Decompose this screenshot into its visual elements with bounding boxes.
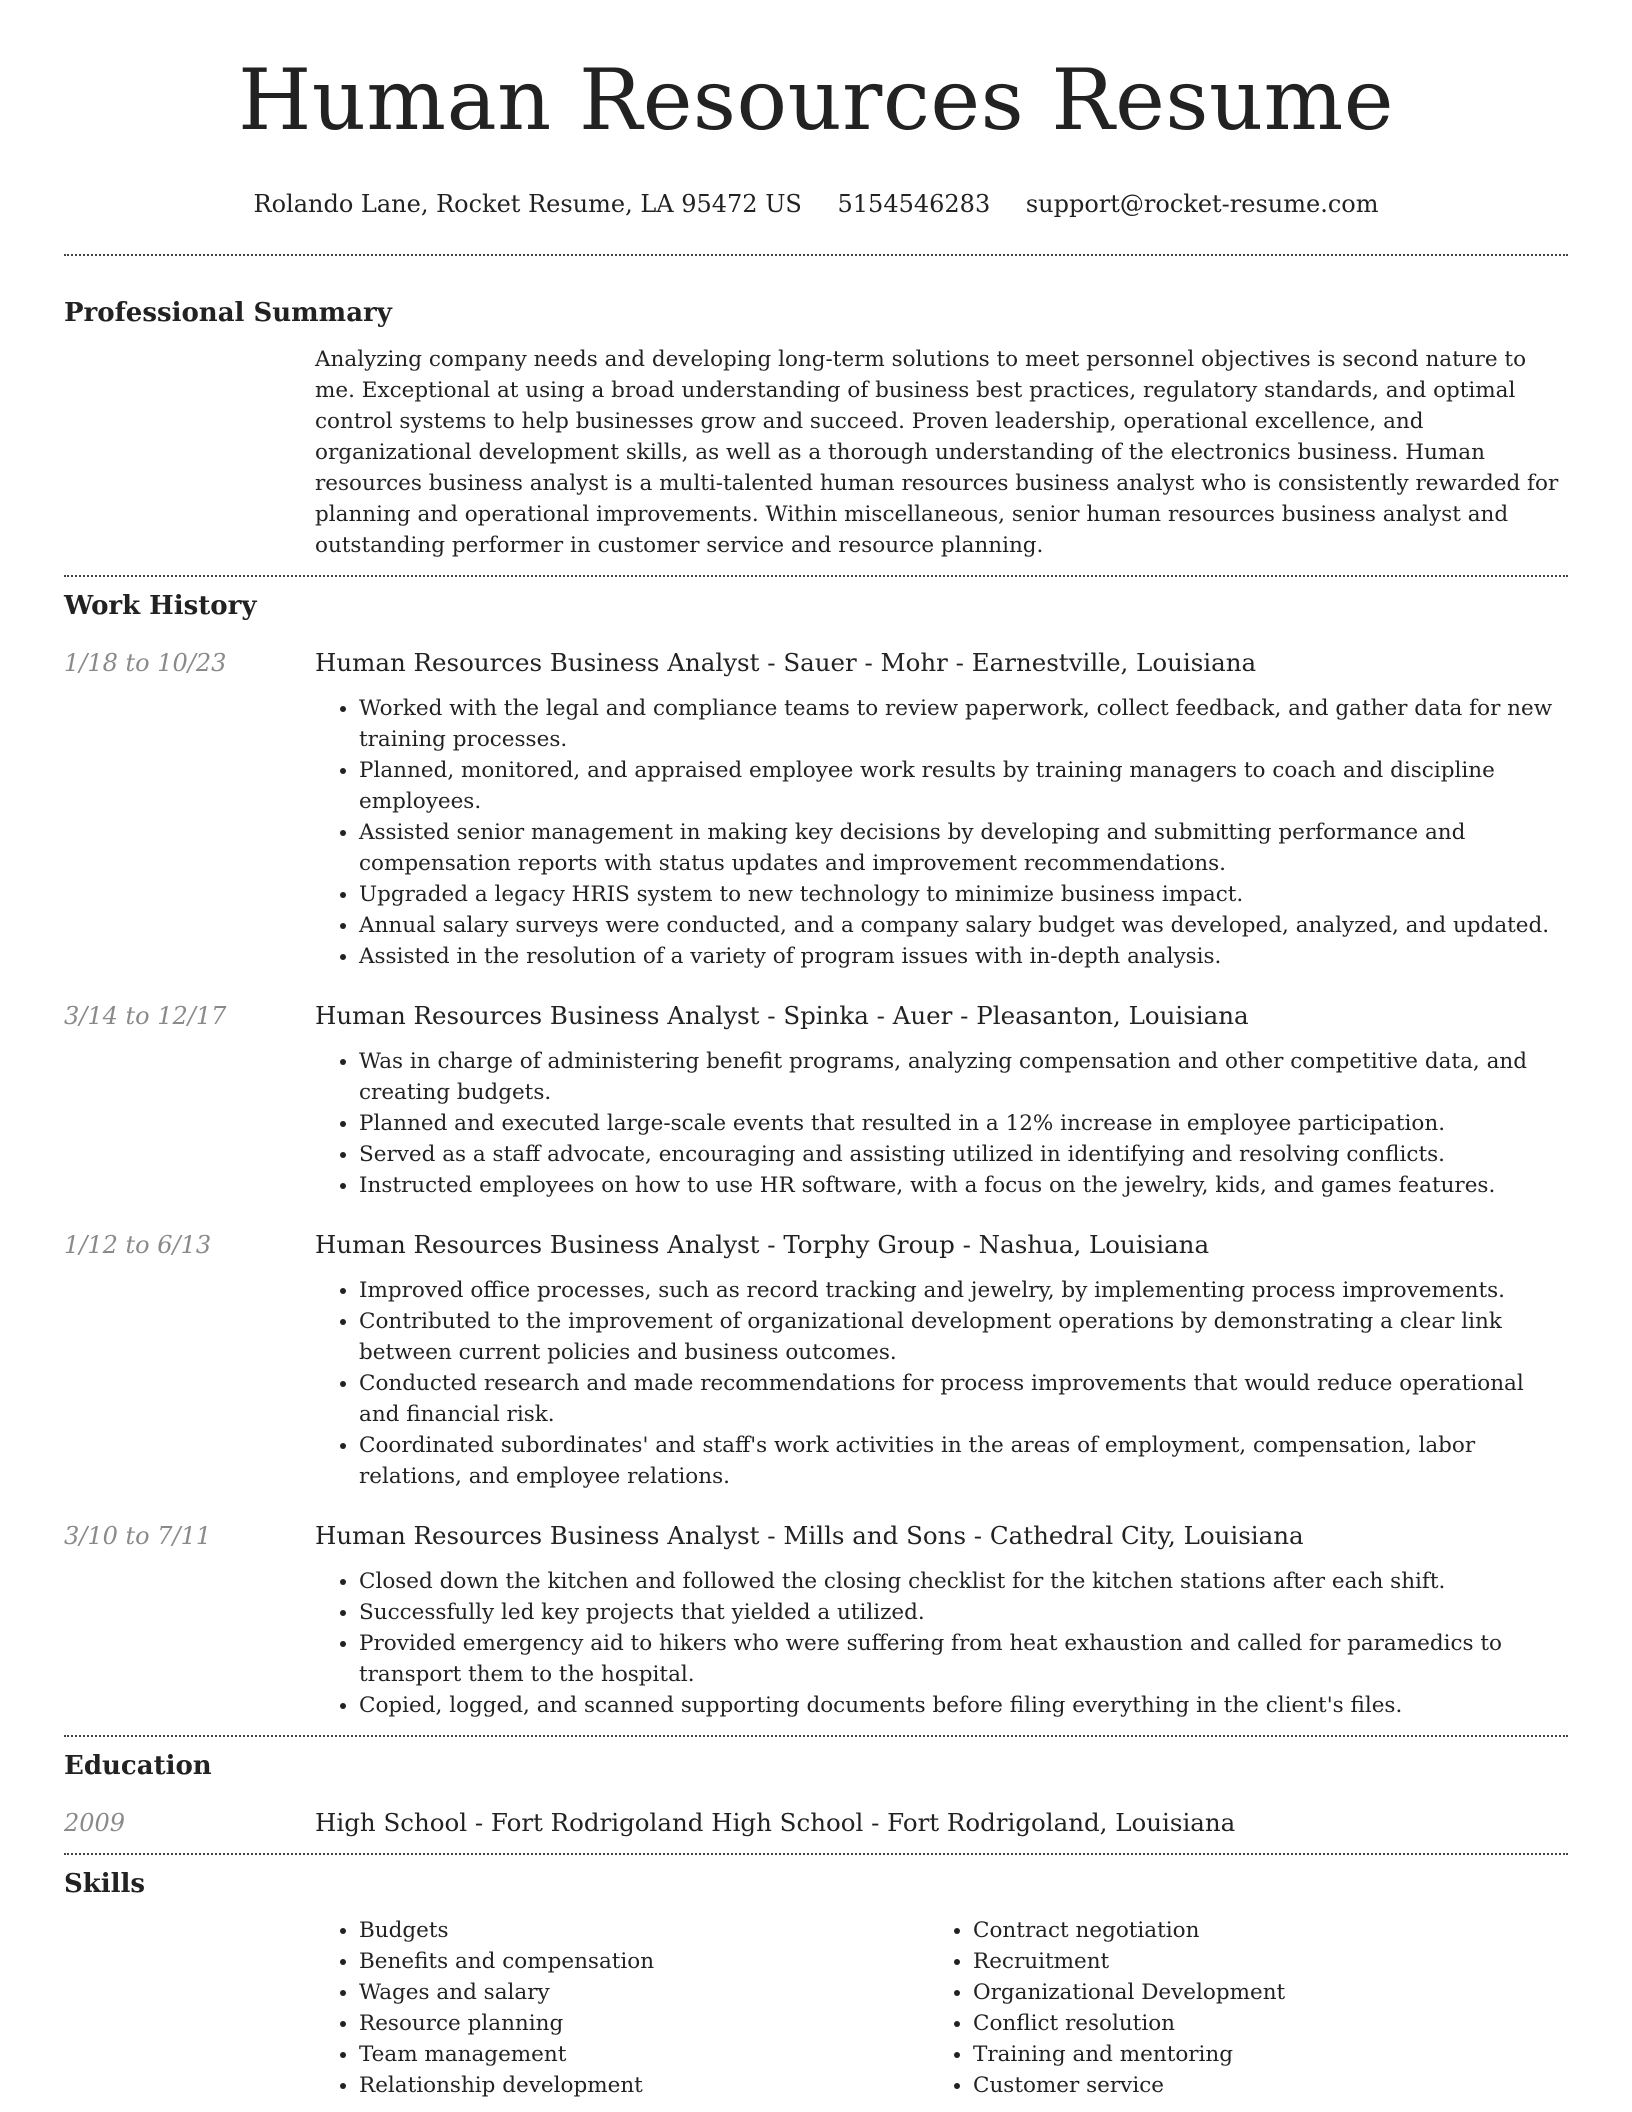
list-item: • Annual salary surveys were conducted, and a company salary budget was developed, analyzed, and updated. [359,910,1568,941]
job-entry [64,1000,1568,1201]
list-item: • Assisted in the resolution of a variety of program issues with in-depth analysis. [359,941,1568,972]
list-item: • Served as a staff advocate, encouraging and assisting utilized in identifying and resolving conflicts. [359,1139,1568,1170]
job-entry [64,1520,1568,1721]
job-dates: 1/18 to 10/23 [64,649,227,677]
job-bullets [315,1275,1568,1492]
list-item: • Successfully led key projects that yielded a utilized. [359,1597,1568,1628]
summary-text: Analyzing company needs and developing long-term solutions to meet personnel objectives is second nature to me. Exceptional at using a broad understanding of business best practices, regulatory standards, and optimal control systems to help businesses grow and succeed. Proven leadership, operational excellence, and organizational development skills, as well as a thorough understanding of the electronics business. Human resources business analyst is a multi-talented human resources business analyst who is consistently rewarded for planning and operational improvements. Within miscellaneous, senior human resources business analyst and outstanding performer in customer service and resource planning. [315,347,1559,558]
section-title-work: Work History [64,591,257,621]
list-item: • Training and mentoring [973,2039,1543,2070]
divider [64,1853,1568,1855]
list-item: • Planned and executed large-scale events that resulted in a 12% increase in employee participation. [359,1108,1568,1139]
contact-email: support@rocket-resume.com [1025,190,1379,218]
job-bullets [315,693,1568,972]
resume-page [64,0,1568,2101]
education-entry [64,1807,1568,1839]
job-title: Human Resources Business Analyst - Spinka - Auer - Pleasanton, Louisiana [315,1001,1249,1030]
skills-columns [315,1915,1568,2101]
job-title: Human Resources Business Analyst - Mills and Sons - Cathedral City, Louisiana [315,1521,1304,1550]
job-entry [64,647,1568,972]
contact-line [64,188,1568,220]
job-title: Human Resources Business Analyst - Sauer - Mohr - Earnestville, Louisiana [315,648,1257,677]
job-title: Human Resources Business Analyst - Torphy Group - Nashua, Louisiana [315,1230,1210,1259]
list-item: • Instructed employees on how to use HR software, with a focus on the jewelry, kids, and games features. [359,1170,1568,1201]
job-dates: 1/12 to 6/13 [64,1231,212,1259]
list-item: • Recruitment [973,1946,1543,1977]
education-year: 2009 [64,1809,126,1837]
list-item: • Coordinated subordinates' and staff's work activities in the areas of employment, compensation, labor relations, and employee relations. [359,1430,1568,1492]
education-section [64,1749,1568,1839]
section-title-education: Education [64,1751,212,1781]
job-bullets [315,1566,1568,1721]
list-item: • Organizational Development [973,1977,1543,2008]
work-section [64,589,1568,1721]
job-dates: 3/10 to 7/11 [64,1522,212,1550]
skills-section [64,1867,1568,2101]
list-item: • Benefits and compensation [359,1946,929,1977]
list-item: • Contract negotiation [973,1915,1543,1946]
list-item: • Improved office processes, such as record tracking and jewelry, by implementing process improvements. [359,1275,1568,1306]
job-dates: 3/14 to 12/17 [64,1002,227,1030]
skills-list-right [929,1915,1543,2101]
divider [64,575,1568,577]
education-title: High School - Fort Rodrigoland High School - Fort Rodrigoland, Louisiana [315,1808,1236,1837]
list-item: • Closed down the kitchen and followed the closing checklist for the kitchen stations after each shift. [359,1566,1568,1597]
contact-address: Rolando Lane, Rocket Resume, LA 95472 US [253,190,802,218]
skills-list-left [315,1915,929,2101]
list-item: • Customer service [973,2070,1543,2101]
divider [64,254,1568,256]
list-item: • Upgraded a legacy HRIS system to new technology to minimize business impact. [359,879,1568,910]
divider [64,1735,1568,1737]
list-item: • Planned, monitored, and appraised employee work results by training managers to coach and discipline employees. [359,755,1568,817]
list-item: • Worked with the legal and compliance teams to review paperwork, collect feedback, and gather data for new training processes. [359,693,1568,755]
list-item: • Contributed to the improvement of organizational development operations by demonstrating a clear link between current policies and business outcomes. [359,1306,1568,1368]
job-bullets [315,1046,1568,1201]
list-item: • Wages and salary [359,1977,929,2008]
section-title-summary: Professional Summary [64,298,392,328]
list-item: • Assisted senior management in making key decisions by developing and submitting performance and compensation reports with status updates and improvement recommendations. [359,817,1568,879]
section-title-skills: Skills [64,1869,146,1899]
list-item: • Relationship development [359,2070,929,2101]
resume-title: Human Resources Resume [238,51,1394,149]
contact-phone: 5154546283 [837,190,991,218]
list-item: • Resource planning [359,2008,929,2039]
list-item: • Conflict resolution [973,2008,1543,2039]
job-entry [64,1229,1568,1492]
summary-section [64,296,1568,561]
list-item: • Team management [359,2039,929,2070]
list-item: • Provided emergency aid to hikers who were suffering from heat exhaustion and called for paramedics to transport them to the hospital. [359,1628,1568,1690]
list-item: • Copied, logged, and scanned supporting documents before filing everything in the client's files. [359,1690,1568,1721]
list-item: • Conducted research and made recommendations for process improvements that would reduce operational and financial risk. [359,1368,1568,1430]
list-item: • Was in charge of administering benefit programs, analyzing compensation and other competitive data, and creating budgets. [359,1046,1568,1108]
list-item: • Budgets [359,1915,929,1946]
